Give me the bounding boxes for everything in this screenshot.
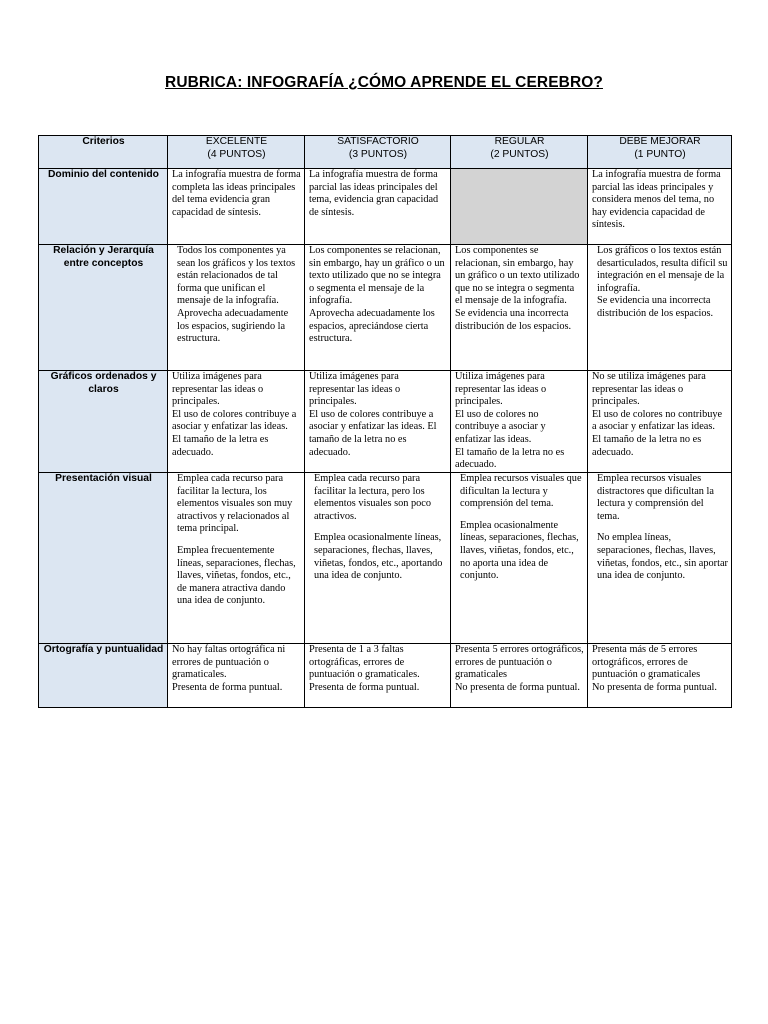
rubric-cell: Todos los componentes ya sean los gráficos y los textos están relacionados de tal forma que unifican el mensaje de la infografía. Aprovecha adecuadamente los espacios, sugiriendo la estructura. (168, 245, 305, 371)
criterios-header: Criterios (39, 136, 168, 169)
rubric-cell: Utiliza imágenes para representar las ideas o principales. El uso de colores no contribuye a asociar y enfatizar las ideas. El tamaño de la letra no es adecuado. (451, 371, 588, 473)
rubric-cell: Utiliza imágenes para representar las ideas o principales. El uso de colores contribuye a asociar y enfatizar las ideas. El tamaño de la letra no es adecuado. (305, 371, 451, 473)
paragraph: Emplea ocasionalmente líneas, separaciones, flechas, llaves, viñetas, fondos, etc., aportando una idea de conjunto. (314, 532, 443, 582)
rubric-cell: Presenta 5 errores ortográficos, errores de puntuación o gramaticales No presenta de forma puntual. (451, 644, 588, 708)
rubric-cell: La infografía muestra de forma parcial las ideas principales y considera menos del tema, no hay evidencia capacidad de síntesis. (588, 169, 732, 245)
level-header-regular: REGULAR (2 PUNTOS) (451, 136, 588, 169)
paragraph: No emplea líneas, separaciones, flechas, llaves, viñetas, fondos, etc., sin aportar una idea de conjunto. (597, 532, 728, 582)
page-title: RUBRICA: INFOGRAFÍA ¿CÓMO APRENDE EL CEREBRO? (165, 74, 603, 91)
rubric-cell-empty (451, 169, 588, 245)
rubric-cell: La infografía muestra de forma completa las ideas principales del tema evidencia gran capacidad de síntesis. (168, 169, 305, 245)
rubric-cell: Presenta más de 5 errores ortográficos, errores de puntuación o gramaticales No presenta de forma puntual. (588, 644, 732, 708)
table-row (39, 169, 732, 245)
criterion-cell: Relación y Jerarquía entre conceptos (39, 245, 168, 371)
criterion-cell: Dominio del contenido (39, 169, 168, 245)
paragraph: Emplea recursos visuales distractores que dificultan la lectura y comprensión del tema. (597, 473, 714, 522)
table-row (39, 473, 732, 644)
table-row (39, 371, 732, 473)
rubric-cell: No se utiliza imágenes para representar las ideas o principales. El uso de colores no contribuye a asociar y enfatizar las ideas. El tamaño de la letra no es adecuado. (588, 371, 732, 473)
rubric-cell: No hay faltas ortográfica ni errores de puntuación o gramaticales. Presenta de forma puntual. (168, 644, 305, 708)
rubric-cell: Los componentes se relacionan, sin embargo, hay un gráfico o un texto utilizado que no se integra o segmenta el mensaje de la infografía. Se evidencia una incorrecta distribución de los espacios. (451, 245, 588, 371)
paragraph: Emplea recursos visuales que dificultan la lectura y comprensión del tema. (460, 473, 582, 510)
paragraph: Emplea cada recurso para facilitar la lectura, pero los elementos visuales son poco atractivos. (314, 473, 431, 522)
paragraph: Emplea frecuentemente líneas, separaciones, flechas, llaves, viñetas, fondos, etc., de manera atractiva dando una idea de conjunto. (177, 544, 296, 607)
paragraph: Emplea ocasionalmente líneas, separaciones, flechas, llaves, viñetas, fondos, etc., no aporta una idea de conjunto. (460, 519, 579, 582)
level-header-excelente: EXCELENTE (4 PUNTOS) (168, 136, 305, 169)
table-row (39, 245, 732, 371)
header-row (39, 136, 732, 169)
rubric-cell: La infografía muestra de forma parcial las ideas principales del tema, evidencia gran capacidad de síntesis. (305, 169, 451, 245)
criterion-cell: Gráficos ordenados y claros (39, 371, 168, 473)
level-header-debe-mejorar: DEBE MEJORAR (1 PUNTO) (588, 136, 732, 169)
rubric-cell (305, 473, 451, 644)
rubric-cell (451, 473, 588, 644)
criterion-cell: Ortografía y puntualidad (39, 644, 168, 708)
criterion-cell: Presentación visual (39, 473, 168, 644)
rubric-cell: Utiliza imágenes para representar las ideas o principales. El uso de colores contribuye a asociar y enfatizar las ideas. El tamaño de la letra es adecuado. (168, 371, 305, 473)
rubric-cell: Los gráficos o los textos están desarticulados, resulta difícil su integración en el mensaje de la infografía. Se evidencia una incorrecta distribución de los espacios. (588, 245, 732, 371)
table-row (39, 644, 732, 708)
rubric-cell (168, 473, 305, 644)
rubric-cell (588, 473, 732, 644)
rubric-table (38, 135, 732, 708)
rubric-cell: Los componentes se relacionan, sin embargo, hay un gráfico o un texto utilizado que no se integra o segmenta el mensaje de la infografía. Aprovecha adecuadamente los espacios, apreciándose cierta estructura. (305, 245, 451, 371)
rubric-cell: Presenta de 1 a 3 faltas ortográficas, errores de puntuación o gramaticales. Presenta de forma puntual. (305, 644, 451, 708)
level-header-satisfactorio: SATISFACTORIO (3 PUNTOS) (305, 136, 451, 169)
paragraph: Emplea cada recurso para facilitar la lectura, los elementos visuales son muy atractivos y relacionados al tema principal. (177, 473, 293, 535)
